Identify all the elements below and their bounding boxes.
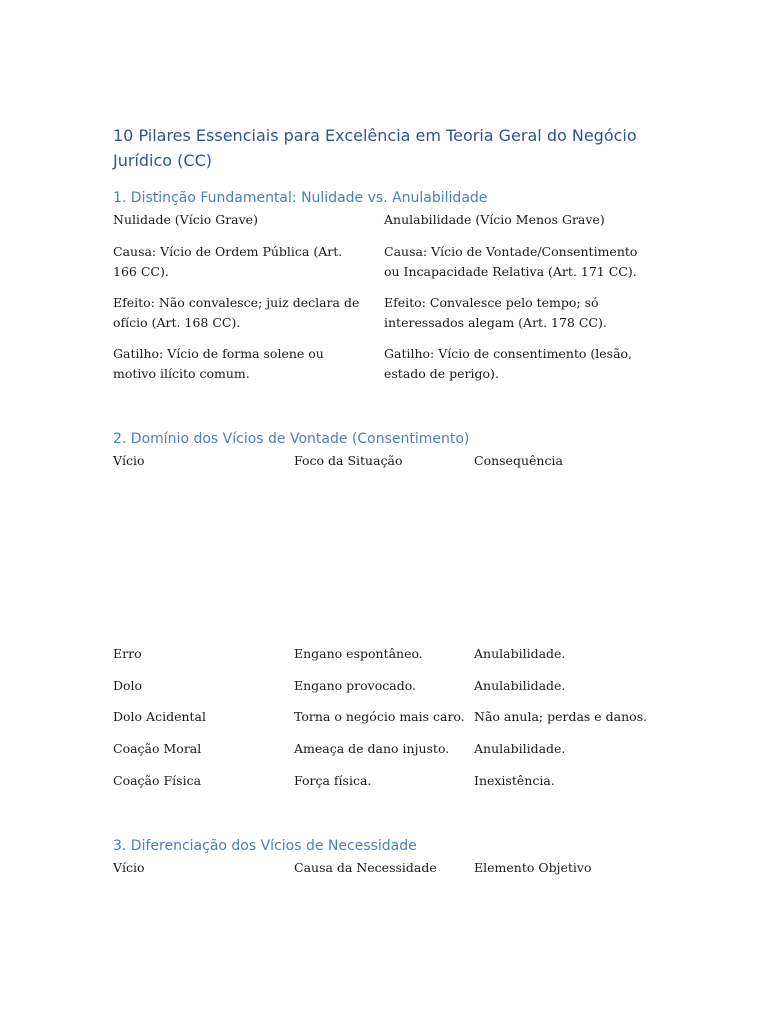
table-cell-foco: Engano provocado. (294, 678, 417, 693)
table-header-vicio: Vício (113, 453, 145, 468)
table-cell-vicio: Erro (113, 646, 142, 661)
table-header-foco: Foco da Situação (294, 453, 403, 468)
table-cell-consequencia: Inexistência. (474, 773, 555, 788)
table-cell-anulabilidade-causa: Causa: Vício de Vontade/Consentimento ou Incapacidade Relativa (Art. 171 CC). (384, 244, 638, 279)
document-title: 10 Pilares Essenciais para Excelência em Teoria Geral do Negócio Jurídico (CC) (113, 126, 637, 170)
table-cell-vicio: Dolo Acidental (113, 709, 206, 724)
table-cell-nulidade-causa: Causa: Vício de Ordem Pública (Art. 166 CC). (113, 244, 343, 279)
table-cell-consequencia: Anulabilidade. (474, 646, 566, 661)
table-header-causa: Causa da Necessidade (294, 860, 437, 875)
table-header-vicio: Vício (113, 860, 145, 875)
table-cell-vicio: Dolo (113, 678, 143, 693)
table-cell-consequencia: Anulabilidade. (474, 678, 566, 693)
table-cell-nulidade-gatilho: Gatilho: Vício de forma solene ou motivo ilícito comum. (113, 346, 324, 381)
table-cell-foco: Ameaça de dano injusto. (294, 741, 450, 756)
section-2-heading: 2. Domínio dos Vícios de Vontade (Consentimento) (113, 431, 470, 447)
table-header-nulidade: Nulidade (Vício Grave) (113, 212, 258, 227)
section-3-heading: 3. Diferenciação dos Vícios de Necessidade (113, 838, 417, 854)
table-cell-foco: Força física. (294, 773, 372, 788)
table-header-elemento: Elemento Objetivo (474, 860, 592, 875)
table-cell-foco: Torna o negócio mais caro. (294, 709, 465, 724)
table-cell-foco: Engano espontâneo. (294, 646, 423, 661)
table-cell-vicio: Coação Moral (113, 741, 202, 756)
table-cell-nulidade-efeito: Efeito: Não convalesce; juiz declara de ofício (Art. 168 CC). (113, 295, 360, 330)
section-1-heading: 1. Distinção Fundamental: Nulidade vs. Anulabilidade (113, 190, 488, 206)
table-cell-consequencia: Anulabilidade. (474, 741, 566, 756)
table-cell-vicio: Coação Física (113, 773, 202, 788)
table-cell-consequencia: Não anula; perdas e danos. (474, 709, 648, 724)
table-header-anulabilidade: Anulabilidade (Vício Menos Grave) (384, 212, 605, 227)
table-cell-anulabilidade-efeito: Efeito: Convalesce pelo tempo; só interessados alegam (Art. 178 CC). (384, 295, 607, 330)
table-cell-anulabilidade-gatilho: Gatilho: Vício de consentimento (lesão, estado de perigo). (384, 346, 633, 381)
table-header-consequencia: Consequência (474, 453, 563, 468)
